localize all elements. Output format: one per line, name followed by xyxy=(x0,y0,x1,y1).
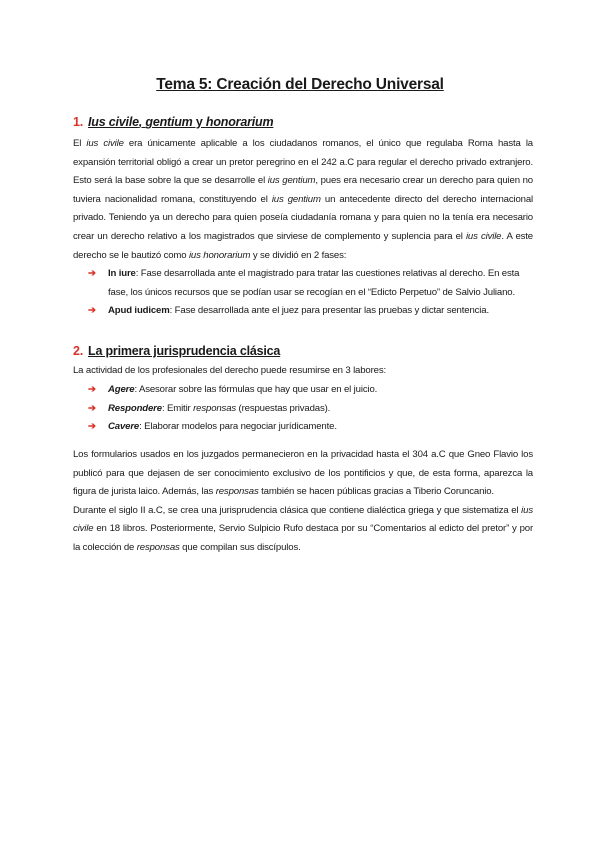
italic-term: ius gentium xyxy=(267,175,316,187)
italic-term: ius civile xyxy=(73,504,533,535)
section-2-number: 2. xyxy=(73,344,84,358)
bullet-text: : Elaborar modelos para negociar jurídicamente. xyxy=(139,421,337,433)
bullet-text: (respuestas privadas). xyxy=(236,402,331,414)
section-1-paragraph xyxy=(73,135,533,265)
document-title: Tema 5: Creación del Derecho Universal xyxy=(156,76,444,93)
list-item xyxy=(88,302,528,321)
list-item xyxy=(88,265,528,302)
section-1-bullet-list xyxy=(88,265,528,321)
bullet-text: : Fase desarrollada ante el magistrado para tratar las cuestiones relativas al derecho. En esta fase, los únicos recursos que se podían usar se recogían en el “Edicto Perpetuo” de Salvio Juliano. xyxy=(108,268,520,298)
section-2-title: La primera jurisprudencia clásica xyxy=(88,344,281,358)
heading-y: y xyxy=(192,115,206,129)
section-2-heading xyxy=(73,344,280,358)
arrow-right-icon: ➔ xyxy=(88,268,96,279)
bullet-term: Cavere xyxy=(108,421,140,433)
bullet-term: Apud iudicem xyxy=(108,305,170,317)
text-run: . A este derecho se le bautizó como xyxy=(73,230,533,261)
text-run: , pues era necesario crear un derecho para quien no tuviera nacionalidad romana, constituyendo el xyxy=(73,175,533,205)
bullet-text: : Emitir xyxy=(161,402,194,414)
section-2-intro: La actividad de los profesionales del derecho puede resumirse en 3 labores: xyxy=(73,365,387,376)
list-item xyxy=(88,418,528,437)
bullet-term: In iure xyxy=(108,268,136,279)
text-run: Los formularios usados en los juzgados permanecieron en la privacidad hasta el 304 a.C que Gneo Flavio los publicó para que dejasen de ser conocimiento exclusivo de los pontificios y que, de esta forma, aparezca la figura de jurista laico. Además, las xyxy=(73,449,533,498)
text-run: Durante el siglo II a.C, se crea una jurisprudencia clásica que contiene dialéctica griega y que sistematiza el xyxy=(73,504,522,516)
arrow-right-icon: ➔ xyxy=(88,402,96,414)
italic-term: responsas xyxy=(136,541,180,553)
heading-comma: , xyxy=(138,115,146,129)
text-run: también se hacen públicas gracias a Tiberio Coruncanio. xyxy=(258,486,494,498)
italic-term: ius honorarium xyxy=(188,249,251,261)
section-2-paragraph xyxy=(73,446,533,558)
list-item xyxy=(88,381,528,400)
arrow-right-icon: ➔ xyxy=(88,384,96,395)
italic-term: ius gentium xyxy=(271,193,321,205)
bullet-text: : Asesorar sobre las fórmulas que hay que usar en el juicio. xyxy=(134,384,378,395)
italic-term: responsas xyxy=(193,402,237,414)
list-item xyxy=(88,400,528,419)
text-run: un antecedente directo del derecho internacional privado. Teniendo ya un derecho para quien poseía ciudadanía romana y para quien no la tenía era necesario crear un derecho relativo a los magistrados que sirviese de complemento y suplencia para el xyxy=(73,193,533,242)
text-run: en 18 libros. Posteriormente, Servio Sulpicio Rufo destaca por su “Comentarios al edicto del pretor” y por la colección de xyxy=(73,523,533,553)
text-run: que compilan sus discípulos. xyxy=(179,541,301,553)
bullet-term: Respondere xyxy=(108,402,162,414)
text-run: era únicamente aplicable a los ciudadanos romanos, el único que regulaba Roma hasta la expansión territorial obligó a crear un pretor peregrino en el 242 a.C para regular el derecho privado extranjero. Esto será la base sobre la que se desarrolle el xyxy=(73,138,533,187)
heading-honorarium: honorarium xyxy=(205,115,274,129)
italic-term: responsas xyxy=(215,486,259,498)
section-1-number: 1. xyxy=(73,115,84,129)
bullet-text: : Fase desarrollada ante el juez para presentar las pruebas y dictar sentencia. xyxy=(169,305,489,317)
heading-gentium: gentium xyxy=(145,115,193,129)
heading-ius-civile: Ius civile xyxy=(88,115,139,129)
italic-term: ius civile xyxy=(465,230,502,242)
section-2-bullet-list xyxy=(88,381,528,437)
text-run: El xyxy=(73,138,87,149)
arrow-right-icon: ➔ xyxy=(88,421,96,433)
italic-term: ius civile xyxy=(86,138,124,149)
section-1-heading xyxy=(73,115,273,129)
bullet-term: Agere xyxy=(108,384,135,395)
arrow-right-icon: ➔ xyxy=(88,305,96,317)
text-run: y se dividió en 2 fases: xyxy=(250,249,347,261)
